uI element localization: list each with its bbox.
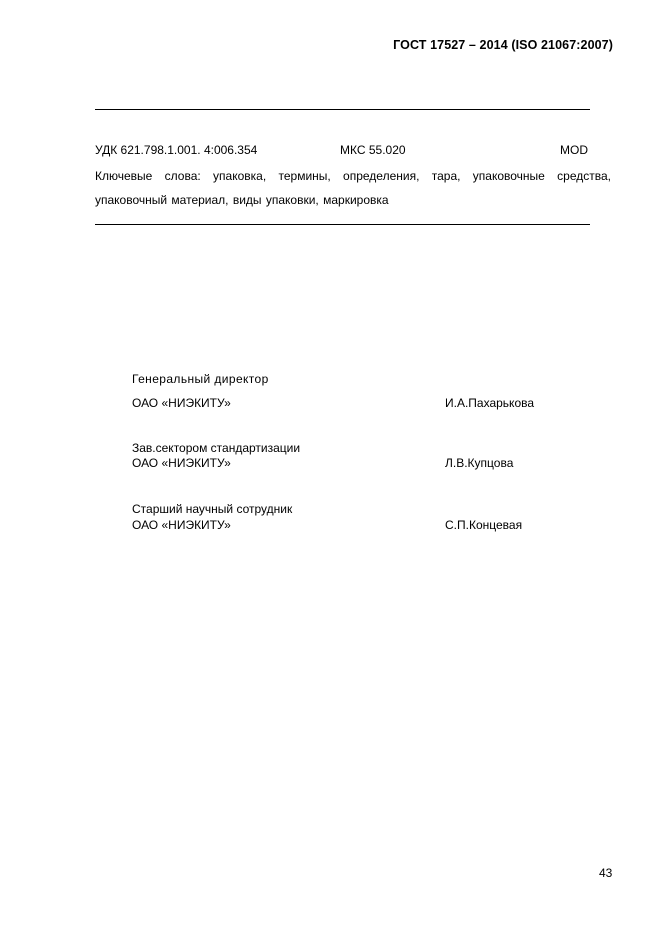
classification-row xyxy=(95,143,588,159)
signatory-3-name: С.П.Концевая xyxy=(445,518,523,532)
signatory-2-position: Зав.сектором стандартизации xyxy=(132,441,301,455)
top-divider xyxy=(95,109,590,110)
signatory-2-name: Л.В.Купцова xyxy=(445,456,514,470)
signatory-1-organization: ОАО «НИЭКИТУ» xyxy=(132,396,231,410)
document-header: ГОСТ 17527 – 2014 (ISO 21067:2007) xyxy=(393,38,613,52)
signatory-3-position: Старший научный сотрудник xyxy=(132,502,293,516)
signatory-1-position: Генеральный директор xyxy=(132,372,269,386)
modification-marker: MOD xyxy=(560,143,588,157)
signatory-2-organization: ОАО «НИЭКИТУ» xyxy=(132,456,231,470)
udk-code: УДК 621.798.1.001. 4:006.354 xyxy=(95,143,258,157)
signatory-1-name: И.А.Пахарькова xyxy=(445,396,535,410)
page-number: 43 xyxy=(599,866,613,880)
bottom-divider xyxy=(95,224,590,225)
signatory-3-organization: ОАО «НИЭКИТУ» xyxy=(132,518,231,532)
mks-code: МКС 55.020 xyxy=(340,143,406,157)
keywords-text: Ключевые слова: упаковка, термины, определения, тара, упаковочные средства, упаковочный материал, виды упаковки, маркировка xyxy=(95,169,611,207)
